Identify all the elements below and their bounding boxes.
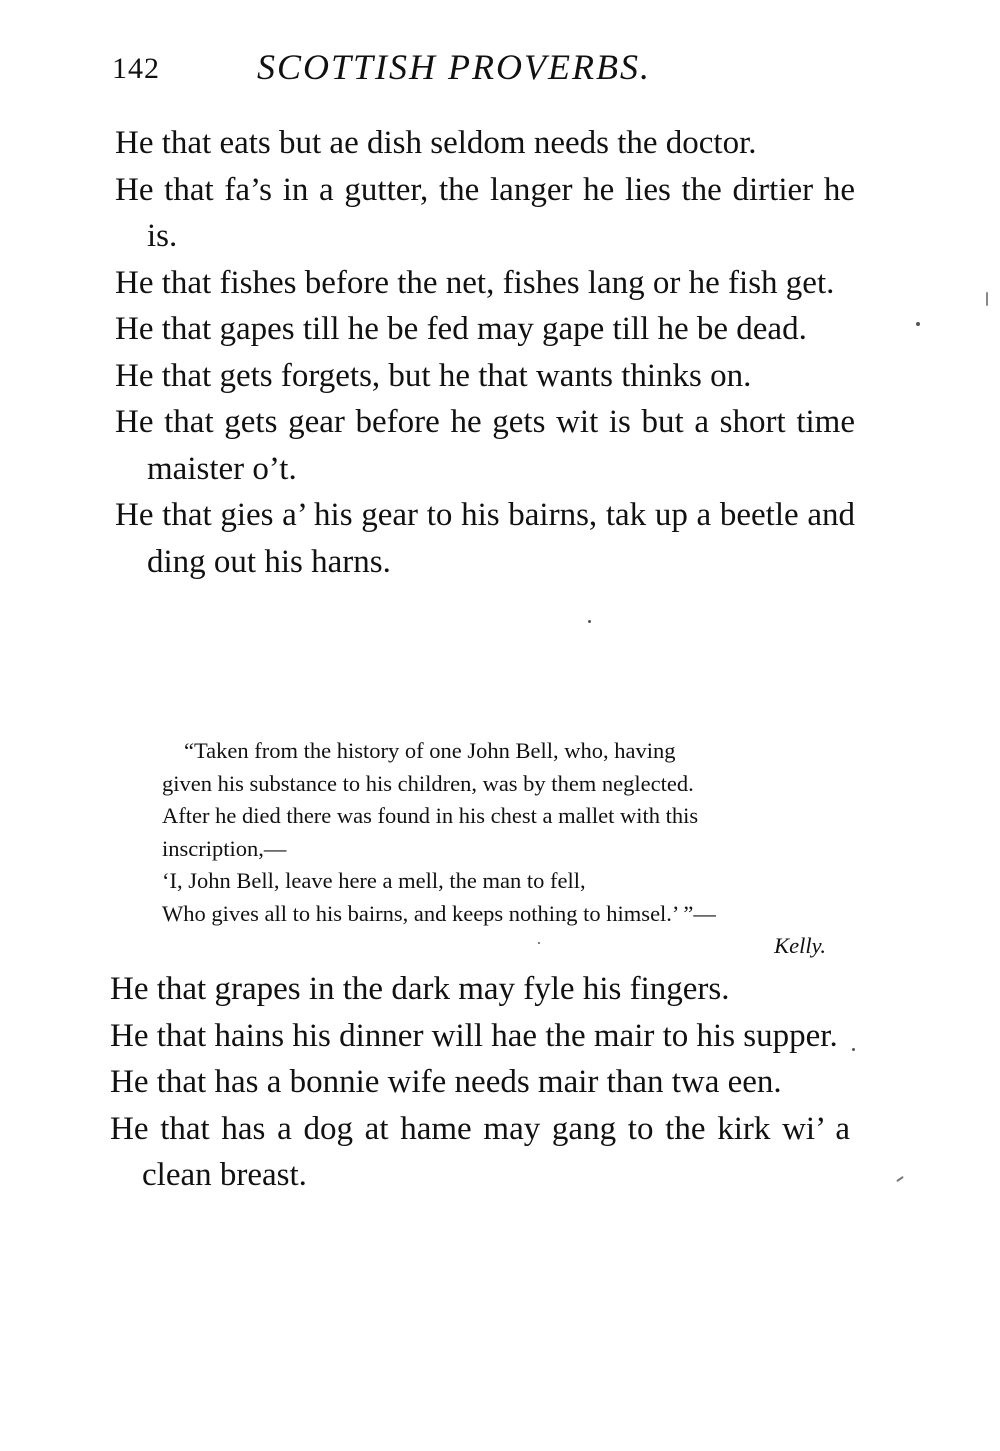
- note-line: “Taken from the history of one John Bell, who, having: [184, 738, 676, 763]
- scan-speck: [986, 292, 988, 306]
- note-line: Who gives all to his bairns, and keeps nothing to himsel.’ ”—: [162, 900, 716, 926]
- note-line: ‘I, John Bell, leave here a mell, the man to fell,: [162, 868, 586, 893]
- proverb-entry: He that gapes till he be fed may gape till he be dead.: [115, 311, 807, 347]
- scan-speck: [588, 620, 591, 623]
- proverb-entry: He that has a dog at hame may gang to the kirk wi’ a clean breast.: [110, 1110, 850, 1193]
- proverb-entry: He that grapes in the dark may fyle his fingers.: [110, 971, 730, 1007]
- proverb-list-lower: [110, 966, 850, 1199]
- proverb-entry: He that hains his dinner will hae the mair to his supper.: [110, 1017, 838, 1054]
- note-line: inscription,—: [162, 835, 287, 861]
- running-title: SCOTTISH PROVERBS.: [257, 47, 651, 87]
- proverb-entry: He that gies a’ his gear to his bairns, tak up a beetle and ding out his harns.: [115, 497, 855, 580]
- proverb-entry: He that has a bonnie wife needs mair than twa een.: [110, 1064, 782, 1100]
- note-line: given his substance to his children, was by them neglected.: [162, 770, 694, 796]
- scan-speck: [538, 942, 540, 944]
- proverb-list-upper: [115, 120, 855, 585]
- proverb-entry: He that gets gear before he gets wit is but a short time maister o’t.: [115, 404, 855, 487]
- note-attribution: Kelly.: [774, 933, 826, 958]
- scan-speck: [916, 322, 920, 326]
- proverb-entry: He that fishes before the net, fishes lang or he fish get.: [115, 264, 835, 301]
- proverb-entry: He that fa’s in a gutter, the langer he lies the dirtier he is.: [115, 171, 855, 254]
- footnote-quotation: [162, 735, 854, 963]
- scan-speck: [896, 1176, 904, 1182]
- proverb-entry: He that gets forgets, but he that wants thinks on.: [115, 357, 752, 394]
- page-number: 142: [112, 52, 160, 85]
- page-header: [112, 44, 872, 94]
- proverb-entry: He that eats but ae dish seldom needs the doctor.: [115, 125, 757, 161]
- scan-speck: [852, 1048, 855, 1051]
- note-line: After he died there was found in his chest a mallet with this: [162, 803, 699, 828]
